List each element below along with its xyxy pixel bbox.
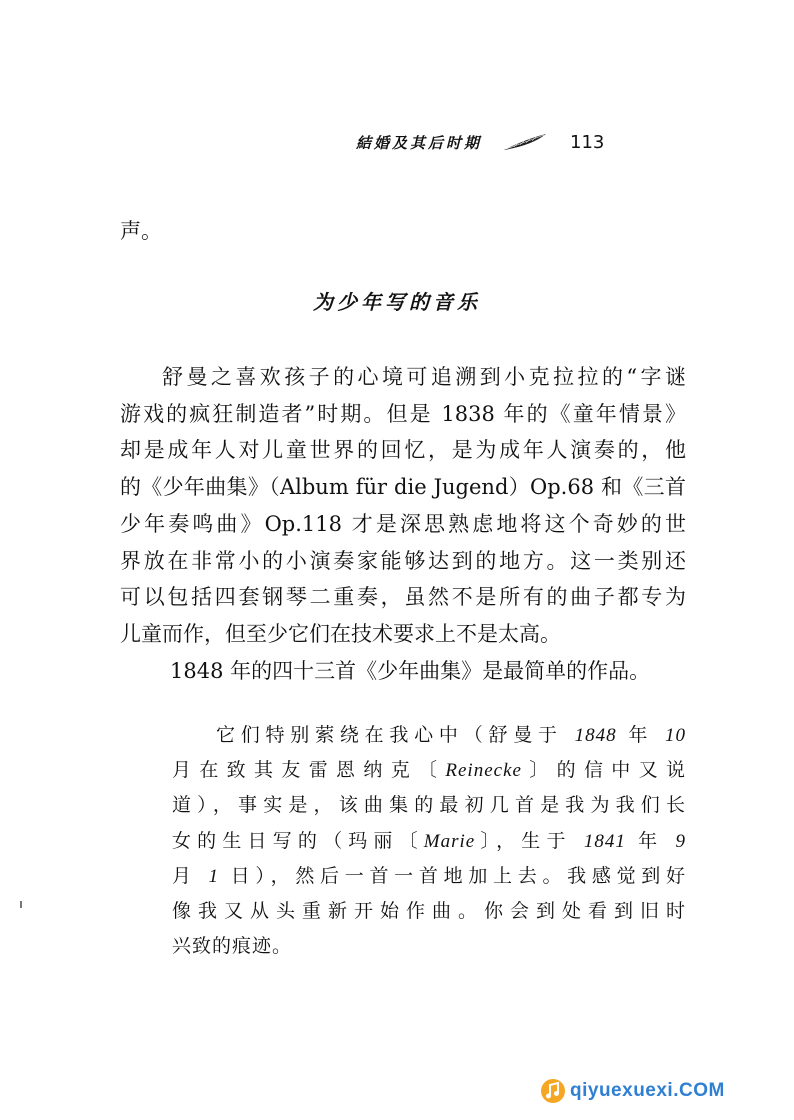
site-watermark [540,1076,790,1106]
quote-line: 月 1 日），然后一首一首地加上去。我感觉到好 [172,864,686,887]
body-line: 少年奏鸣曲》Op.118 才是深思熟虑地将这个奇妙的世 [120,511,686,536]
quote-line: 它们特别萦绕在我心中（舒曼于 1848 年 10 [216,724,686,746]
body-line: 游戏的疯狂制造者”时期。但是 1838 年的《童年情景》 [120,401,686,426]
body-text [120,359,686,689]
body-line: 舒曼之喜欢孩子的心境可追溯到小克拉拉的“字谜 [162,365,686,389]
quote-line: 像我又从头重新开始作曲。你会到处看到旧时 [172,900,686,923]
margin-mark [20,901,22,908]
body-paragraph: 1848 年的四十三首《少年曲集》是最简单的作品。 [170,658,651,683]
quote-line: 月在致其友雷恩纳克〔Reinecke〕的信中又说 [172,759,686,782]
body-line: 可以包括四套钢琴二重奏，虽然不是所有的曲子都专为 [120,585,686,610]
feather-quill-icon [502,132,548,152]
quote-line: 兴致的痕迹。 [172,935,293,958]
page-number: 113 [570,131,605,153]
quote-line: 女的生日写的（玛丽〔Marie〕，生于 1841 年 9 [172,829,686,852]
watermark-text: qiyuexuexi.COM [570,1080,725,1101]
body-line: 界放在非常小的小演奏家能够达到的地方。这一类别还 [120,548,686,573]
block-quote [172,718,686,964]
body-line: 却是成年人对儿童世界的回忆，是为成年人演奏的，他 [120,438,686,463]
body-line: 的《少年曲集》（Album für die Jugend）Op.68 和《三首 [120,475,686,500]
carry-over-text: 声。 [120,219,162,243]
chapter-title: 結婚及其后时期 [356,133,483,152]
running-header [356,126,676,158]
section-heading: 为少年写的音乐 [313,290,481,314]
body-line: 儿童而作，但至少它们在技术要求上不是太高。 [120,621,561,646]
quote-line: 道），事实是，该曲集的最初几首是我为我们长 [172,794,686,817]
music-note-logo-icon [540,1078,566,1104]
